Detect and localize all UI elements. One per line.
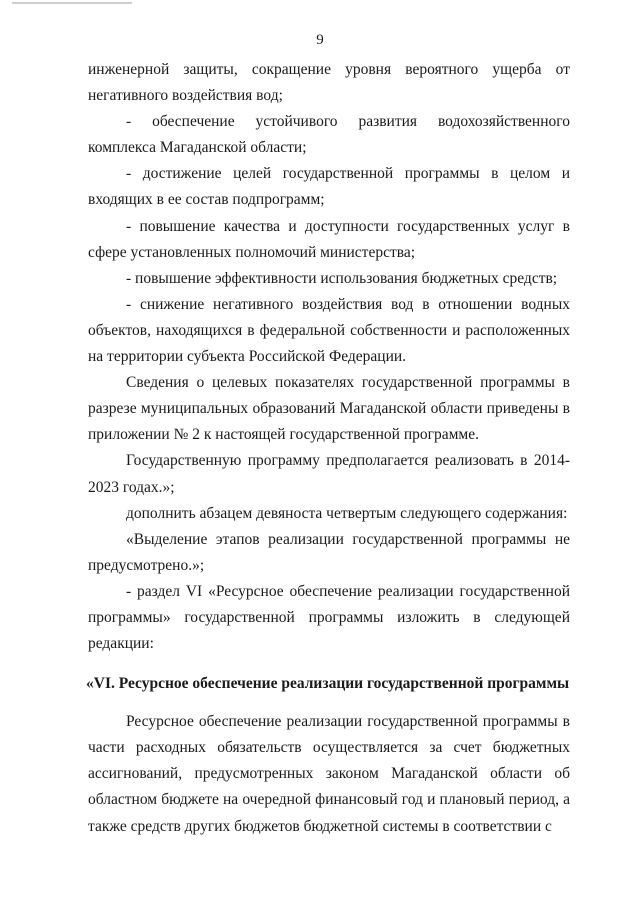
paragraph: «Выделение этапов реализации государственной программы не предусмотрено.»; [88,530,570,574]
paragraph: инженерной защиты, сокращение уровня вероятного ущерба от негативного воздействия вод; [88,61,570,105]
paragraph: Сведения о целевых показателях государственной программы в разрезе муниципальных образований Магаданской области приведены в приложении № 2 к настоящей государственной программе. [88,374,570,444]
paragraph: - раздел VI «Ресурсное обеспечение реализации государственной программы» государственной программы изложить в следующей редакции: [88,582,570,653]
paragraph: Государственную программу предполагается реализовать в 2014-2023 годах.»; [88,452,570,496]
paragraph: дополнить абзацем девяноста четвертым следующего содержания: [126,504,568,522]
scan-artifact [12,2,132,4]
document-body [88,57,570,840]
paragraph: Ресурсное обеспечение реализации государственной программы в части расходных обязательств осуществляется за счет бюджетных ассигнований, предусмотренных законом Магаданской области об областном бюджете на очередной финансовый год и плановый период, а также средств других бюджетов бюджетной системы в соответствии с [88,713,570,835]
page-number: 9 [316,32,324,48]
paragraph: - обеспечение устойчивого развития водохозяйственного комплекса Магаданской области; [88,113,570,157]
paragraph: - достижение целей государственной программы в целом и входящих в ее состав подпрограмм; [88,165,570,209]
paragraph: - повышение эффективности использования бюджетных средств; [126,269,558,287]
section-heading: «VI. Ресурсное обеспечение реализации государственной программы [86,675,570,693]
paragraph: - повышение качества и доступности государственных услуг в сфере установленных полномочий министерства; [88,217,570,261]
paragraph: - снижение негативного воздействия вод в отношении водных объектов, находящихся в федеральной собственности и расположенных на территории субъекта Российской Федерации. [88,295,570,366]
